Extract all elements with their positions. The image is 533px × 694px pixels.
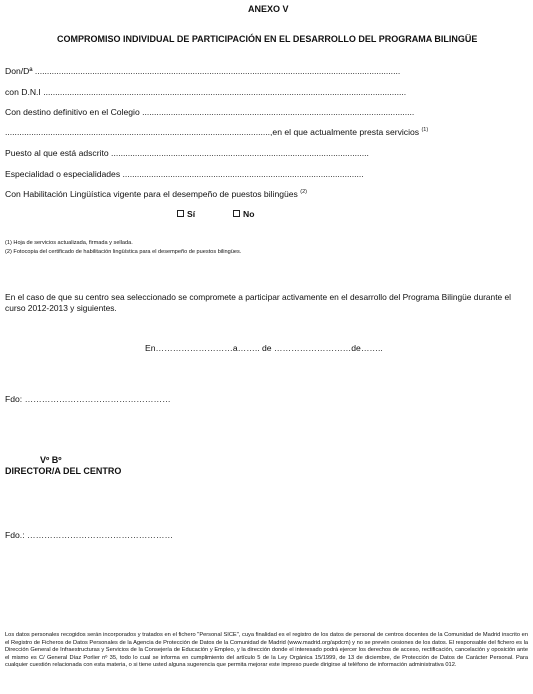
footnote-2 xyxy=(5,249,241,255)
footnote-2-mark: (2) xyxy=(5,249,12,255)
field-don: Don/Dª ......................................................................................................................................................... xyxy=(5,66,401,76)
field-habilitacion xyxy=(5,189,307,199)
footnote-2-text: Fotocopia del certificado de habilitación lingüística para el desempeño de puestos bilingües. xyxy=(13,249,242,255)
checkbox-no[interactable] xyxy=(233,210,240,217)
field-especialidad: Especialidad o especialidades ..................................................................................................... xyxy=(5,169,364,179)
field-puesto: Puesto al que está adscrito ............................................................................................................ xyxy=(5,148,369,158)
field-servicio xyxy=(5,127,428,137)
servicio-text: en el que actualmente presta servicios xyxy=(272,127,420,137)
field-destino: Con destino definitivo en el Colegio .................................................................................................................. xyxy=(5,107,415,117)
footnote-ref-2: (2) xyxy=(300,189,307,196)
option-si[interactable] xyxy=(177,209,195,219)
footnote-1 xyxy=(5,240,133,246)
footnote-1-text: Hoja de servicios actualizada, firmada y sellada. xyxy=(13,240,133,246)
option-no[interactable] xyxy=(233,209,254,219)
commitment-text: En el caso de que su centro sea seleccionado se compromete a participar activamente en el desarrollo del Programa Bilingüe durante el curso 2012-2013 y siguientes. xyxy=(5,292,512,313)
place-date-line: En………………………a…….. de ………………………de…….. xyxy=(145,343,383,353)
footnote-1-mark: (1) xyxy=(5,240,12,246)
option-si-label: Sí xyxy=(187,209,196,219)
option-no-label: No xyxy=(243,209,255,219)
annex-title: ANEXO V xyxy=(248,4,289,14)
director-label: DIRECTOR/A DEL CENTRO xyxy=(5,466,122,476)
signature-line-2: Fdo.: …………………………………………… xyxy=(5,530,174,540)
field-dni: con D.N.I ........................................................................................................................................................ xyxy=(5,87,407,97)
vobo-label: Vº Bº xyxy=(40,455,62,465)
footnote-ref-1: (1) xyxy=(421,127,429,134)
servicio-dots: ..............................................................................................................., xyxy=(5,127,273,137)
checkbox-si[interactable] xyxy=(177,210,184,217)
document-title: COMPROMISO INDIVIDUAL DE PARTICIPACIÓN EN EL DESARROLLO DEL PROGRAMA BILINGÜE xyxy=(57,34,478,44)
privacy-notice: Los datos personales recogidos serán incorporados y tratados en el fichero "Personal SICE", cuya finalidad es el registro de los datos de personal de centros docentes de la Comunidad de Madrid inscrito en el Registro de Ficheros de Datos Personales de la Agencia de Protección de Datos de la Comunidad de Madrid (www.madrid.org/apdcm) y no se prevén cesiones de los datos. El responsable del fichero es la Dirección General de Infraestructuras y Servicios de la Consejería de Educación y Empleo, y la dirección donde el interesado podrá ejercer los derechos de acceso, rectificación, cancelación y oposición ante el mismo es C/ General Díaz Porlier nº 35, todo lo cual se informa en cumplimiento del artículo 5 de la Ley Orgánica 15/1999, de 13 de diciembre, de Protección de Datos de Carácter Personal. Para cualquier cuestión relacionada con esta materia, o si tiene usted alguna sugerencia que permita mejorar este impreso puede dirigirse al teléfono de información administrativa 012. xyxy=(5,632,528,669)
habilitacion-text: Con Habilitación Lingüística vigente para el desempeño de puestos bilingües xyxy=(5,189,298,199)
signature-line-1: Fdo: …………………………………………… xyxy=(5,394,171,404)
